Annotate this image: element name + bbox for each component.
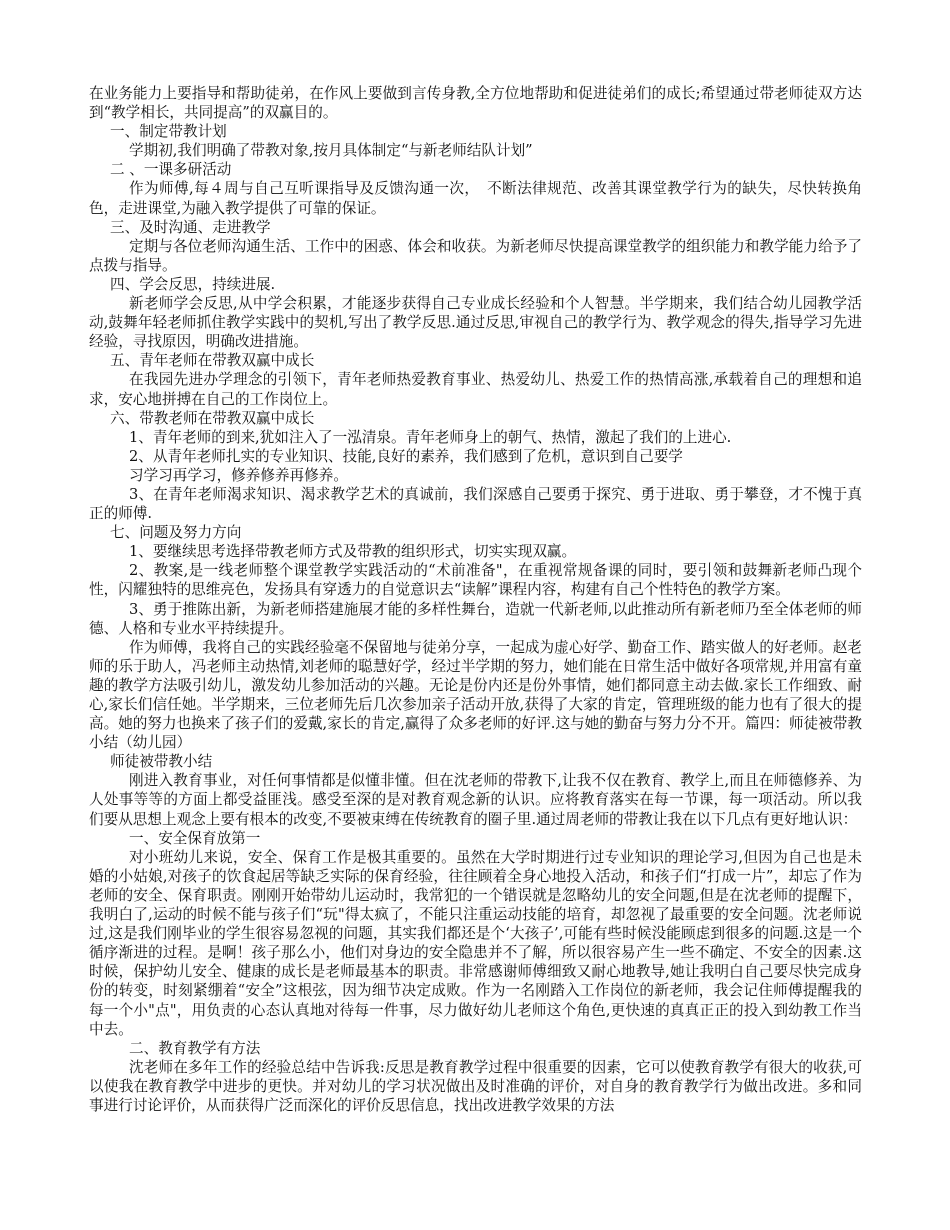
- paragraph: 二、教育教学有方法: [129, 1039, 261, 1057]
- paragraph: 作为师傅，我将自己的实践经验毫不保留地与徒弟分享，一起成为虚心好学、勤奋工作、踏实做人的好老师。赵老师的乐于助人，冯老师主动热情,刘老师的聪慧好学，经过半学期的努力，她们能在日常生活中做好各项常规,并用富有童趣的教学方法吸引幼儿，激发幼儿参加活动的兴趣。无论是份内还是份外事情，她们都同意主动去做.家长工作细致、耐心,家长们信任她。半学期来，三位老师先后几次参加亲子活动开放,获得了大家的肯定，管理班级的能力也有了很大的提高。她的努力也换来了孩子们的爱戴,家长的肯定,赢得了众多老师的好评.这与她的勤奋与努力分不开。篇四：师徒被带教小结（幼儿园）: [89, 638, 862, 752]
- paragraph: 作为师傅,每４周与自己互听课指导及反馈沟通一次， 不断法律规范、改善其课堂教学行为的缺失，尽快转换角色，走进课堂,为融入教学提供了可靠的保证。: [89, 180, 862, 217]
- section-heading: 六、带教老师在带教双赢中成长: [110, 409, 315, 427]
- section-heading: 一、制定带教计划: [110, 123, 227, 141]
- paragraph: 在我园先进办学理念的引领下，青年老师热爱教育事业、热爱幼儿、热爱工作的热情高涨,承载着自己的理想和追求，安心地拼搏在自己的工作岗位上。: [89, 371, 862, 408]
- document-body: [89, 84, 862, 1115]
- paragraph: 学期初,我们明确了带教对象,按月具体制定“与新老师结队计划”: [129, 142, 533, 160]
- paragraph: 一、安全保育放第一: [129, 829, 261, 847]
- paragraph: 1、青年老师的到来,犹如注入了一泓清泉。青年老师身上的朝气、热情，激起了我们的上进心.: [129, 428, 732, 446]
- paragraph: 3、在青年老师渴求知识、渴求教学艺术的真诚前，我们深感自己要勇于探究、勇于进取、勇于攀登，才不愧于真正的师傅.: [89, 485, 862, 523]
- paragraph: 习学习再学习，修养修养再修养。: [129, 466, 348, 484]
- section-heading: 四、学会反思，持续进展.: [110, 275, 276, 293]
- section-heading: 五、青年老师在带教双赢中成长: [110, 352, 315, 370]
- paragraph: 刚进入教育事业，对任何事情都是似懂非懂。但在沈老师的带教下,让我不仅在教育、教学上,而且在师德修养、为人处事等等的方面上都受益匪浅。感受至深的是对教育观念新的认识。应将教育落实在每一节课，每一项活动。所以我们要从思想上观念上要有根本的改变,不要被束缚在传统教育的圈子里.通过周老师的带教让我在以下几点有更好地认识：: [89, 772, 862, 828]
- paragraph: 沈老师在多年工作的经验总结中告诉我:反思是教育教学过程中很重要的因素，它可以使教育教学有很大的收获,可以使我在教育教学中进步的更快。并对幼儿的学习状况做出及时准确的评价，对自身的教育教学行为做出改进。多和同事进行讨论评价，从而获得广泛而深化的评价反思信息，找出改进教学效果的方法: [89, 1058, 862, 1114]
- paragraph: 2、从青年老师扎实的专业知识、技能,良好的素养，我们感到了危机，意识到自己要学: [129, 447, 683, 465]
- paragraph: 对小班幼儿来说，安全、保育工作是极其重要的。虽然在大学时期进行过专业知识的理论学习,但因为自己也是未婚的小姑娘,对孩子的饮食起居等缺乏实际的保育经验，往往顾着全身心地投入活动，和孩子们“打成一片”，却忘了作为老师的安全、保育职责。刚刚开始带幼儿运动时，我常犯的一个错误就是忽略幼儿的安全问题,但是在沈老师的提醒下，我明白了,运动的时候不能与孩子们“玩"得太疯了，不能只注重运动技能的培育，却忽视了最重要的安全问题。沈老师说过,这是我们刚毕业的学生很容易忽视的问题，其实我们都还是个‘大孩子’,可能有些时候没能顾虑到很多的问题.这是一个循序渐进的过程。是啊！孩子那么小，他们对身边的安全隐患并不了解，所以很容易产生一些不确定、不安全的因素.这时候，保护幼儿安全、健康的成长是老师最基本的职责。非常感谢师傅细致又耐心地教导,她让我明白自己要尽快完成身份的转变，时刻紧绷着“安全”这根弦，因为细节决定成败。作为一名刚踏入工作岗位的新老师，我会记住师傅提醒我的每一个小"点"，用负责的心态认真地对待每一件事，尽力做好幼儿老师这个角色,更快速的真真正正的投入到幼教工作当中去。: [89, 848, 862, 1038]
- paragraph: 1、要继续思考选择带教老师方式及带教的组织形式，切实实现双赢。: [129, 543, 577, 561]
- paragraph: 在业务能力上要指导和帮助徒弟，在作风上要做到言传身教,全方位地帮助和促进徒弟们的成长;希望通过带老师徒双方达到“教学相长，共同提高”的双赢目的。: [89, 85, 862, 122]
- paragraph: 2、教案,是一线老师整个课堂教学实践活动的“术前准备"，在重视常规备课的同时，要引领和鼓舞新老师凸现个性，闪耀独特的思维亮色，发扬具有穿透力的自觉意识去“读解”课程内容，构建有自己个性特色的教学方案。: [89, 562, 862, 599]
- section-heading: 三、及时沟通、走进教学: [110, 218, 271, 236]
- section-heading: 七、问题及努力方向: [110, 524, 242, 542]
- paragraph: 3、勇于推陈出新，为新老师搭建施展才能的多样性舞台，造就一代新老师,以此推动所有新老师乃至全体老师的师德、人格和专业水平持续提升。: [89, 600, 862, 637]
- paragraph: 定期与各位老师沟通生活、工作中的困惑、体会和收获。为新老师尽快提高课堂教学的组织能力和教学能力给予了点拨与指导。: [89, 237, 862, 274]
- paragraph: 新老师学会反思,从中学会积累，才能逐步获得自己专业成长经验和个人智慧。半学期来，我们结合幼儿园教学活动,鼓舞年轻老师抓住教学实践中的契机,写出了教学反思.通过反思,审视自己的教学行为、教学观念的得失,指导学习先进经验，寻找原因，明确改进措施。: [89, 295, 862, 351]
- section-heading: 二 、一课多研活动: [110, 161, 232, 179]
- section-heading: 师徒被带教小结: [110, 753, 213, 771]
